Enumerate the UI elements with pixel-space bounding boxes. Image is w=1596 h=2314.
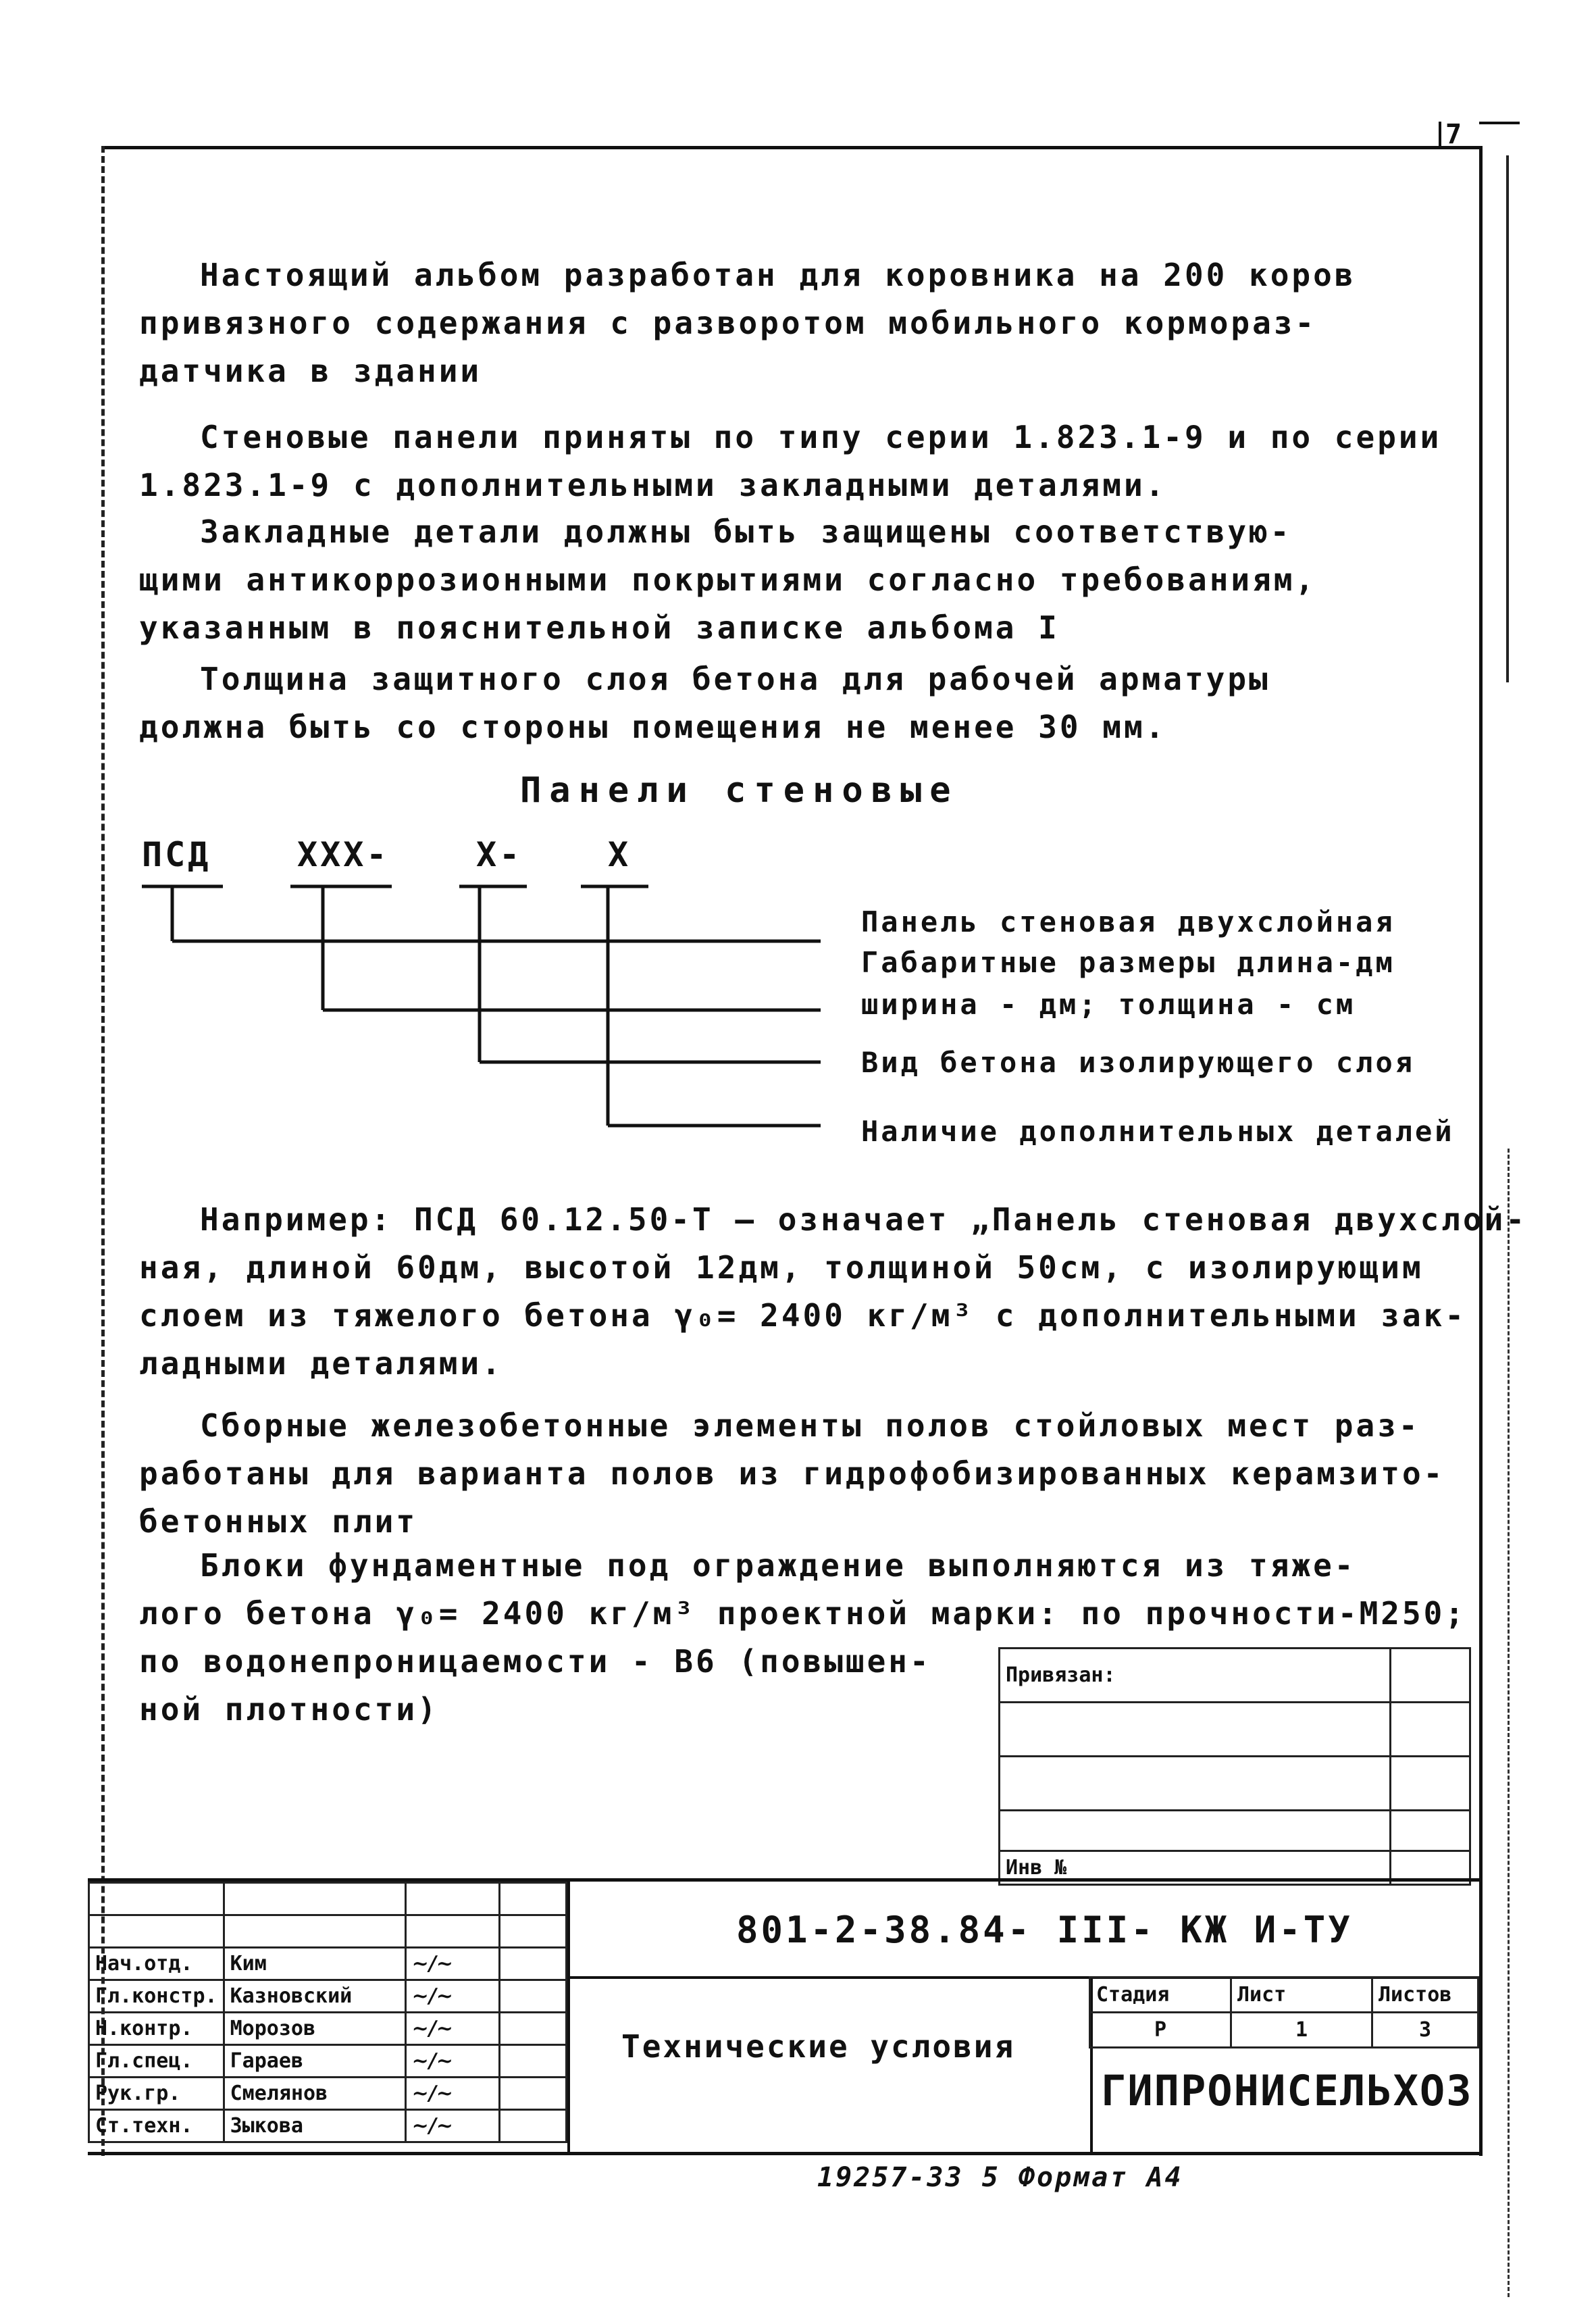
sheets-header: Листов: [1372, 1978, 1478, 2013]
margin-line: [1508, 1149, 1510, 2297]
text-line: Например: ПСД 60.12.50-Т — означает „Панель стеновая двухслой-: [200, 1201, 1528, 1238]
person-name: Ким: [224, 1948, 405, 1980]
text-line: ной плотности): [139, 1691, 439, 1728]
inventory-label: Инв №: [1000, 1851, 1391, 1885]
legend-item: Вид бетона изолирующего слоя: [861, 1046, 1416, 1079]
sheet-value: 1: [1231, 2013, 1372, 2048]
binding-cell: [1000, 1703, 1391, 1757]
text-line: указанным в пояснительной записке альбома I: [139, 609, 1060, 646]
binding-cell: [1391, 1757, 1470, 1811]
text-line: 1.823.1-9 с дополнительными закладными деталями.: [139, 467, 1167, 503]
signatures-table: [88, 1882, 567, 2143]
person-name: Гараев: [224, 2045, 405, 2078]
text-line: Закладные детали должны быть защищены соответствую-: [200, 513, 1292, 550]
role-label: Рук.гр.: [89, 2078, 224, 2110]
binding-cell: [1391, 1811, 1470, 1851]
legend-item: Габаритные размеры длина-дм: [861, 946, 1395, 979]
text-line: Стеновые панели приняты по типу серии 1.823.1-9 и по серии: [200, 419, 1442, 455]
text-line: по водонепроницаемости - В6 (повышен-: [139, 1643, 931, 1680]
text-line: привязного содержания с разворотом мобильного кормораз-: [139, 305, 1317, 341]
legend-item: ширина - дм; толщина - см: [861, 988, 1356, 1021]
section-heading: Панели стеновые: [520, 770, 959, 811]
signature: ~/~: [405, 2013, 499, 2045]
code-part-type: ПСД: [142, 835, 211, 874]
binding-table: [998, 1647, 1471, 1886]
paragraph-floors: [139, 1402, 1463, 1546]
document-code: 801-2-38.84- III- КЖ И-ТУ: [736, 1909, 1353, 1951]
signature: ~/~: [405, 2110, 499, 2142]
text-line: ная, длиной 60дм, высотой 12дм, толщиной 50см, с изолирующим: [139, 1249, 1424, 1286]
text-line: Толщина защитного слоя бетона для рабочей арматуры: [200, 661, 1270, 697]
stage-header: Стадия: [1090, 1978, 1231, 2013]
role-label: Н.контр.: [89, 2013, 224, 2045]
sheet-header: Лист: [1231, 1978, 1372, 2013]
signature: ~/~: [405, 1948, 499, 1980]
sheets-value: 3: [1372, 2013, 1478, 2048]
text-line: Блоки фундаментные под ограждение выполняются из тяже-: [200, 1547, 1356, 1584]
role-label: Гл.спец.: [89, 2045, 224, 2078]
stage-table: [1089, 1976, 1479, 2048]
stage-value: Р: [1090, 2013, 1231, 2048]
text-line: работаны для варианта полов из гидрофобизированных керамзито-: [139, 1455, 1445, 1492]
role-label: Гл.констр.: [89, 1980, 224, 2013]
binding-cell: [1391, 1649, 1470, 1703]
text-line: должна быть со стороны помещения не менее 30 мм.: [139, 709, 1167, 745]
text-line: бетонных плит: [139, 1503, 418, 1540]
document-title: Технические условия: [621, 2028, 1016, 2065]
text-line: щими антикоррозионными покрытиями согласно требованиям,: [139, 561, 1317, 598]
person-name: Казновский: [224, 1980, 405, 2013]
text-line: Сборные железобетонные элементы полов стойловых мест раз-: [200, 1407, 1420, 1444]
signature: ~/~: [405, 1980, 499, 2013]
person-name: Зыкова: [224, 2110, 405, 2142]
legend-item: Панель стеновая двухслойная: [861, 905, 1395, 938]
person-name: Морозов: [224, 2013, 405, 2045]
text-line: слоем из тяжелого бетона γ₀= 2400 кг/м³ с дополнительными зак-: [139, 1297, 1467, 1334]
code-part-details: X: [608, 835, 632, 874]
signature: ~/~: [405, 2078, 499, 2110]
text-line: ладными деталями.: [139, 1345, 503, 1382]
paragraph-example: [139, 1196, 1528, 1388]
signature: ~/~: [405, 2045, 499, 2078]
footer-format: 19257-33 5 Формат А4: [817, 2162, 1183, 2193]
page-number: 7: [1445, 119, 1462, 150]
role-label: Ст.техн.: [89, 2110, 224, 2142]
code-part-size: XXX-: [297, 835, 390, 874]
text-line: лого бетона γ₀= 2400 кг/м³ проектной марки: по прочности-М250;: [139, 1595, 1467, 1632]
person-name: Смелянов: [224, 2078, 405, 2110]
text-line: Настоящий альбом разработан для коровника на 200 коров: [200, 257, 1356, 293]
frame-border-bottom: [88, 2152, 1479, 2155]
role-label: Нач.отд.: [89, 1948, 224, 1980]
code-part-concrete: X-: [476, 835, 523, 874]
binding-cell: [1000, 1811, 1391, 1851]
legend-item: Наличие дополнительных деталей: [861, 1115, 1455, 1148]
binding-cell: [1391, 1703, 1470, 1757]
binding-label: Привязан:: [1000, 1649, 1391, 1703]
binding-cell: [1000, 1757, 1391, 1811]
organization-name: ГИПРОНИСЕЛЬХОЗ: [1101, 2066, 1473, 2115]
text-line: датчика в здании: [139, 353, 482, 389]
